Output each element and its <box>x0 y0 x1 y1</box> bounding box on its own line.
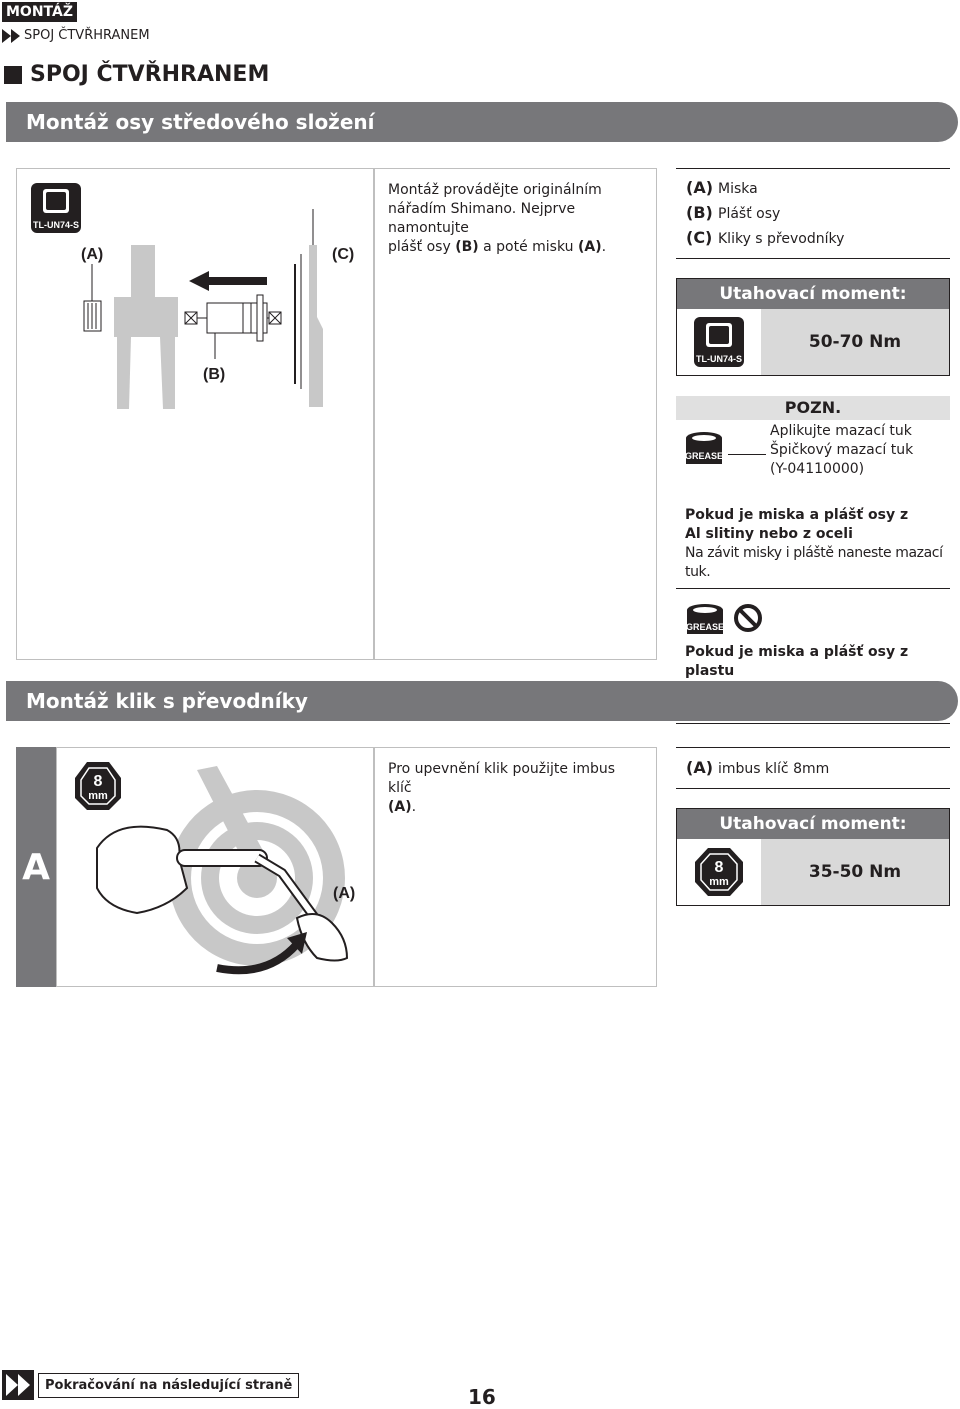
page-title-text: SPOJ ČTVŘHRANEM <box>30 62 270 87</box>
instruction-line: (A). <box>388 799 417 815</box>
label-a: (A) <box>81 246 104 263</box>
breadcrumb <box>2 28 150 43</box>
alloy-text: Na závit misky i pláště naneste mazací tuk. <box>685 545 943 580</box>
section-bar-bb-install <box>6 102 958 142</box>
grease-icon <box>684 430 724 470</box>
square-bullet-icon <box>4 66 22 84</box>
crank-illustration-cell <box>56 747 374 987</box>
torque-heading: Utahovací moment: <box>677 279 949 309</box>
crank-legend: (A) imbus klíč 8mm <box>686 758 830 777</box>
instruction-line: Pro upevnění klik použijte imbus klíč <box>388 761 616 796</box>
continue-label: Pokračování na následující straně <box>38 1373 299 1398</box>
instruction-line: plášť osy (B) a poté misku (A). <box>388 239 607 255</box>
arrow-icon <box>11 29 20 43</box>
tool-label: TL-UN74-S <box>32 220 80 230</box>
svg-text:mm: mm <box>709 876 729 888</box>
instruction-line: nářadím Shimano. Nejprve namontujte <box>388 201 576 236</box>
svg-text:8: 8 <box>714 859 724 876</box>
tool-icon <box>31 183 81 233</box>
grease-line: Špičkový mazací tuk <box>770 442 914 458</box>
torque-heading: Utahovací moment: <box>677 809 949 839</box>
torque-box-crank <box>676 808 950 906</box>
grease-icon <box>685 603 725 639</box>
section-tag: MONTÁŽ <box>2 2 77 22</box>
arrow-icon <box>2 29 11 43</box>
label-c: (C) <box>332 246 355 263</box>
alloy-title: Pokud je miska a plášť osy z Al slitiny nebo z oceli <box>685 507 909 542</box>
section-bar-label: Montáž osy středového složení <box>26 110 375 134</box>
hex-key-icon <box>75 762 121 810</box>
torque-value: 50-70 Nm <box>761 309 949 375</box>
hex-key-icon <box>693 846 745 898</box>
plastic-title: Pokud je miska a plášť osy z plastu <box>685 644 909 679</box>
legend-row: (C) Kliky s převodníky <box>686 228 845 247</box>
prohibited-icon <box>733 603 763 633</box>
label-a: (A) <box>333 885 356 902</box>
note-heading: POZN. <box>676 396 950 420</box>
note-box <box>676 396 950 724</box>
footer-continue <box>2 1370 299 1400</box>
bb-legend <box>686 176 844 251</box>
svg-text:GREASE: GREASE <box>684 451 724 461</box>
grease-line: Aplikujte mazací tuk <box>770 423 912 439</box>
bb-illustration <box>17 169 373 419</box>
tool-icon <box>694 317 744 367</box>
svg-text:mm: mm <box>88 790 108 802</box>
section-bar-label: Montáž klik s převodníky <box>26 689 308 713</box>
label-b: (B) <box>203 366 226 383</box>
crank-instruction-cell <box>374 747 657 987</box>
svg-text:TL-UN74-S: TL-UN74-S <box>695 354 743 364</box>
instruction-line: Montáž provádějte originálním <box>388 182 602 198</box>
crank-illustration <box>57 748 373 986</box>
bb-illustration-cell <box>16 168 374 660</box>
grease-line: (Y-04110000) <box>770 461 865 477</box>
bb-instruction-cell <box>374 168 657 660</box>
torque-value: 35-50 Nm <box>761 839 949 905</box>
legend-row: (B) Plášť osy <box>686 203 781 222</box>
step-letter: A <box>16 747 56 987</box>
legend-row: (A) Miska <box>686 178 758 197</box>
section-bar-crank-install <box>6 681 958 721</box>
breadcrumb-label: SPOJ ČTVŘHRANEM <box>24 28 150 43</box>
torque-box-bb <box>676 278 950 376</box>
page-title <box>4 62 269 87</box>
page-number: 16 <box>468 1385 496 1409</box>
double-arrow-icon <box>2 1370 34 1400</box>
svg-text:GREASE: GREASE <box>685 622 725 632</box>
svg-text:8: 8 <box>93 773 103 790</box>
